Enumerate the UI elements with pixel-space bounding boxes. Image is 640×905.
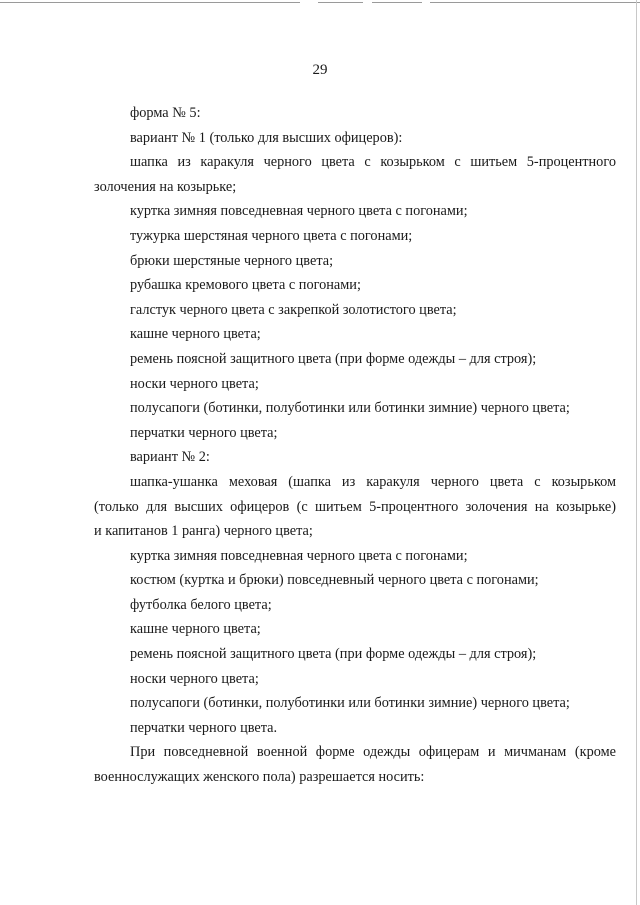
text-line: (только для высших офицеров (с шитьем 5-процентного золочения на козырьке)	[94, 498, 616, 515]
text-line: ремень поясной защитного цвета (при форме одежды – для строя);	[130, 646, 537, 663]
text-line: и капитанов 1 ранга) черного цвета;	[94, 523, 313, 540]
text-line: кашне черного цвета;	[130, 621, 261, 638]
text-line: носки черного цвета;	[130, 375, 259, 392]
page-number: 29	[312, 62, 328, 78]
text-line: золочения на козырьке;	[94, 178, 237, 195]
text-line: костюм (куртка и брюки) повседневный черного цвета с погонами;	[130, 572, 539, 589]
text-line: военнослужащих женского пола) разрешается носить:	[94, 769, 425, 786]
scan-edge-segment	[318, 2, 363, 3]
text-line: куртка зимняя повседневная черного цвета с погонами;	[130, 547, 468, 564]
text-line: тужурка шерстяная черного цвета с погонами;	[130, 227, 413, 244]
scan-edge-segment	[372, 2, 422, 3]
text-line: полусапоги (ботинки, полуботинки или ботинки зимние) черного цвета;	[130, 695, 570, 712]
text-line: галстук черного цвета с закрепкой золотистого цвета;	[130, 301, 457, 318]
text-line: ремень поясной защитного цвета (при форме одежды – для строя);	[130, 350, 537, 367]
text-line: брюки шерстяные черного цвета;	[130, 252, 334, 269]
text-line: футболка белого цвета;	[130, 596, 272, 613]
scan-edge-top	[0, 0, 640, 6]
text-line: шапка из каракуля черного цвета с козырьком с шитьем 5-процентного	[130, 154, 616, 171]
scan-edge-right	[636, 0, 637, 905]
document-body	[94, 101, 616, 790]
text-line: вариант № 1 (только для высших офицеров):	[130, 129, 403, 146]
text-line: полусапоги (ботинки, полуботинки или ботинки зимние) черного цвета;	[130, 400, 570, 417]
scan-edge-segment	[0, 2, 300, 3]
text-line: шапка-ушанка меховая (шапка из каракуля черного цвета с козырьком	[130, 473, 616, 490]
text-line: При повседневной военной форме одежды офицерам и мичманам (кроме	[130, 744, 616, 761]
text-line: рубашка кремового цвета с погонами;	[130, 277, 361, 294]
text-line: форма № 5:	[130, 105, 201, 121]
text-line: куртка зимняя повседневная черного цвета с погонами;	[130, 203, 468, 220]
text-line: носки черного цвета;	[130, 670, 259, 687]
text-line: вариант № 2:	[130, 449, 210, 466]
text-line: кашне черного цвета;	[130, 326, 261, 343]
scan-edge-segment	[430, 2, 640, 3]
text-line: перчатки черного цвета;	[130, 424, 278, 441]
text-line: перчатки черного цвета.	[130, 719, 278, 736]
